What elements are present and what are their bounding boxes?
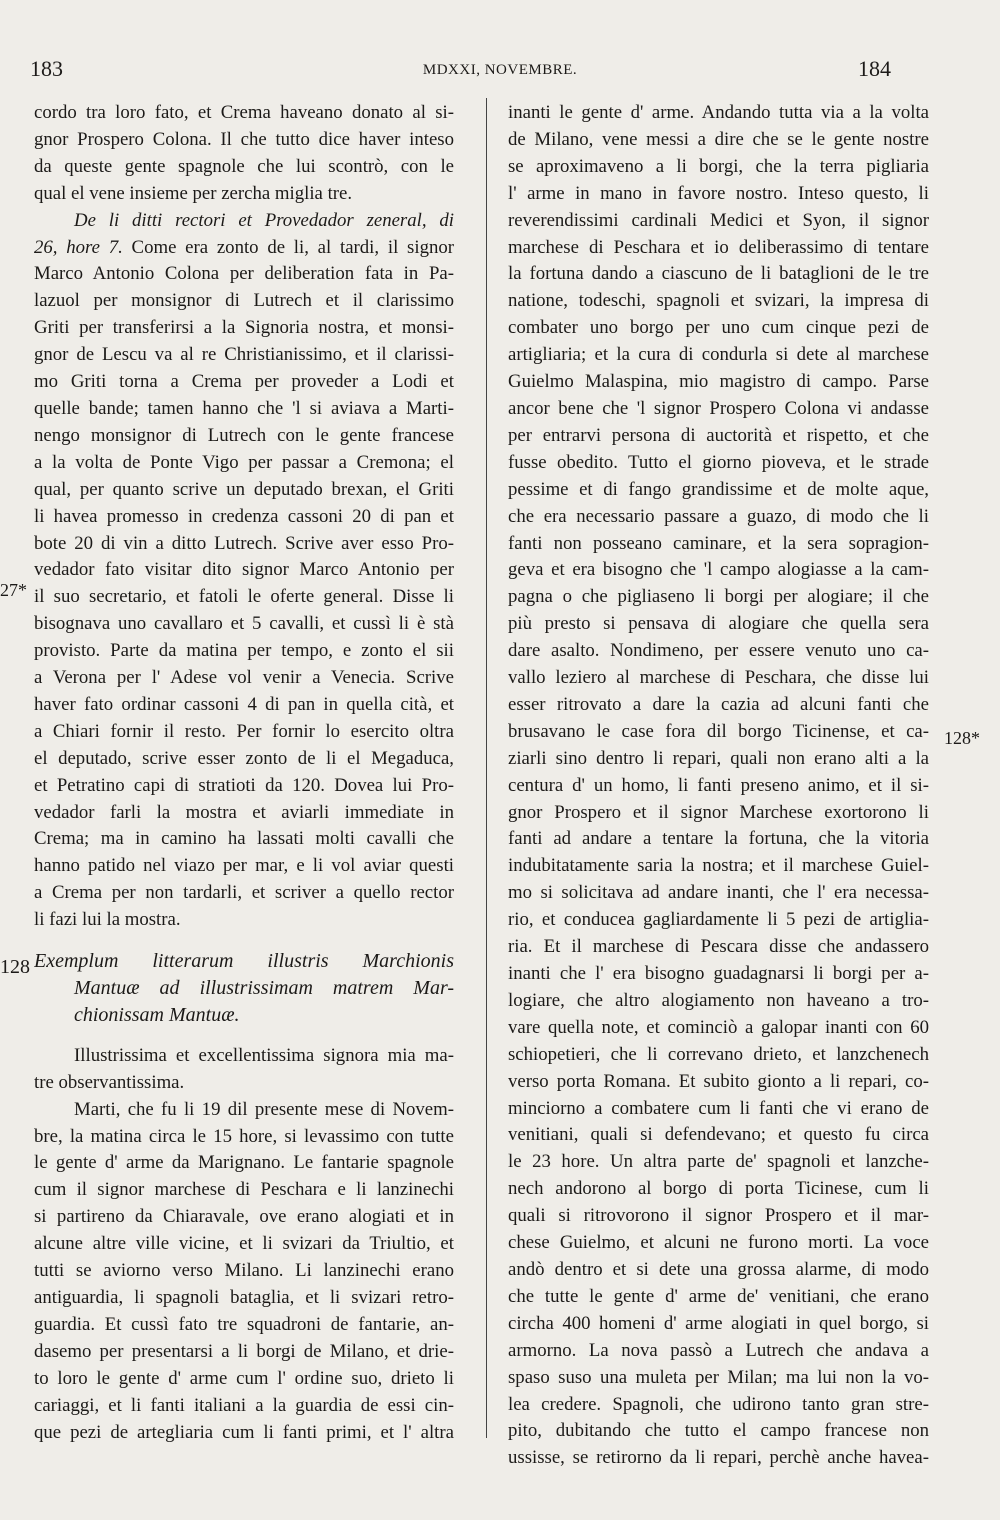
text-line: antiguardia, li spagnoli bataglia, et li svizari retro-: [34, 1286, 454, 1308]
text-line: li fazi lui la mostra.: [34, 909, 181, 931]
text-line: et Petratino capi di stratioti da 120. Dovea lui Pro-: [34, 774, 454, 796]
text-line: provisto. Parte da matina per tempo, e zonto el sii: [34, 640, 454, 662]
text-line: cariaggi, et li fanti italiani a la guardia de essi cin-: [34, 1394, 454, 1416]
text-line: to loro le gente d' arme cum l' ordine suo, drieto li: [34, 1367, 454, 1389]
text-line: rio, et conducea gagliardamente li 5 pezi de artiglia-: [508, 909, 929, 931]
salutation-line: Illustrissima et excellentissima signora mia ma-: [74, 1044, 454, 1066]
text-line: andò dentro et si dete una grossa alarme, di modo: [508, 1258, 929, 1280]
text-line: Griti per transferirsi a la Signoria nostra, et monsi-: [34, 317, 454, 339]
text-line: Marti, che fu li 19 dil presente mese di Novem-: [74, 1098, 454, 1120]
text-line: si partireno da Chiaravale, ove erano alogiati et in: [34, 1206, 454, 1228]
text-line: pagna o che pigliaseno li borgi per alogiare; il che: [508, 586, 929, 608]
text-line: bre, la matina circa le 15 hore, si levassimo con tutte: [34, 1125, 454, 1147]
text-line: ziarli sino dentro li repari, quali non erano alti a la: [508, 747, 929, 769]
text-line: a Crema per non tardarli, et scriver a quello rector: [34, 882, 454, 904]
text-line: più presto si pensava di alogiare che quella sera: [508, 613, 929, 635]
text-line: pessime et di fango grandissime et de molte aque,: [508, 478, 929, 500]
text-line: alcune altre ville vicine, et li svizari da Triultio, et: [34, 1233, 454, 1255]
text-line: gnor de Lescu va al re Christianissimo, et il clarissi-: [34, 344, 454, 366]
text-line: que pezi de artegliaria cum li fanti primi, et l' altra: [34, 1421, 454, 1443]
text-line: nech andorono al borgo di porta Ticinese, cum li: [508, 1178, 929, 1200]
text-line: 26, hore 7. Come era zonto de li, al tardi, il signor: [34, 236, 454, 258]
text-line: lea credere. Spagnoli, che udirono tanto gran stre-: [508, 1393, 929, 1415]
text-line: el deputado, scrive esser zonto de li el Megaduca,: [34, 747, 454, 769]
text-line: cordo tra loro fato, et Crema haveano donato al si-: [34, 102, 454, 123]
margin-note-27: 27*: [0, 580, 27, 600]
text-line: pito, dubitando che tutto el campo francese non: [508, 1420, 929, 1442]
text-line: se aproximaveno a li borgi, che la terra pigliaria: [508, 155, 929, 177]
letter-heading: Exemplum litterarum illustris Marchionis: [34, 950, 454, 973]
text-line: nengo monsignor di Lutrech con le gente francese: [34, 424, 454, 446]
text-line: fusse obedito. Tutto el giorno pioveva, et le strade: [508, 451, 929, 473]
text-line: guardia. Et cussì fato tre squadroni de fantarie, an-: [34, 1313, 454, 1335]
left-column: [34, 100, 454, 1446]
text-line: qual, per quanto scrive un deputado brexan, el Griti: [34, 478, 454, 500]
text-line: gnor Prospero et il signor Marchese exortorono li: [508, 801, 929, 823]
text-line: qual el vene insieme per zercha miglia tre.: [34, 182, 353, 204]
text-line: Guielmo Malaspina, mio magistro di campo. Parse: [508, 371, 929, 393]
text-line: a la volta de Ponte Vigo per passar a Cremona; el: [34, 451, 454, 473]
text-line: le gente d' arme da Marignano. Le fantarie spagnole: [34, 1152, 454, 1174]
text-line: ancor bene che 'l signor Prospero Colona vi andasse: [508, 397, 929, 419]
text-line: dasemo per presentarsi a li borgi de Milano, et drie-: [34, 1340, 454, 1362]
text-line: haver fato ordinar cassoni 4 di pan in quella cità, et: [34, 693, 454, 715]
text-line: mo si solicitava ad andare inanti, che l' era necessa-: [508, 882, 929, 904]
text-line: inanti che l' era bisogno guadagnarsi li borgi per a-: [508, 963, 929, 984]
text-line: mo Griti torna a Crema per proveder a Lodi et: [34, 371, 454, 393]
text-line: inanti le gente d' arme. Andando tutta via a la volta: [508, 102, 929, 123]
letter-heading: Mantuæ ad illustrissimam matrem Mar-: [74, 977, 454, 999]
salutation-line: tre observantissima.: [34, 1071, 185, 1093]
text-line: bote 20 di vin a ditto Lutrech. Scrive aver esso Pro-: [34, 532, 454, 554]
text-line: chese Guielmo, et alcuni ne furono morti. La voce: [508, 1232, 929, 1254]
text-line: per entrarvi persona di auctorità et rispetto, et che: [508, 424, 929, 446]
letter-heading: chionissam Mantuæ.: [74, 1003, 240, 1026]
text-line: da queste gente spagnole che lui scontrò, con le: [34, 155, 454, 177]
text-line: a Verona per l' Adese vol venir a Venecia. Scrive: [34, 667, 454, 689]
text-line: logiare, che altro alogiamento non haveano a tro-: [508, 989, 929, 1011]
section-heading-date: 26, hore 7.: [34, 236, 123, 258]
margin-note-128-right: 128*: [944, 728, 980, 748]
text-line: hanno patido nel viazo per mar, e li vol aviar questi: [34, 855, 454, 877]
text-line: l' arme in mano in favore nostro. Inteso questo, li: [508, 182, 929, 204]
text-line: armorno. La nova passò a Lutrech che andava a: [508, 1339, 929, 1361]
text-line: geva et era bisogno che 'l campo alogiasse a la cam-: [508, 559, 929, 581]
text-line: centura d' un homo, li fanti preseno animo, et il si-: [508, 774, 929, 796]
text-line: lazuol per monsignor di Lutrech et il clarissimo: [34, 290, 454, 312]
text-line: gnor Prospero Colona. Il che tutto dice haver inteso: [34, 128, 454, 150]
text-line: schiopetieri, che li correvano drieto, et lanzchenech: [508, 1043, 929, 1065]
text-line: la fortuna dando a ciascuno de li bataglioni de le tre: [508, 263, 929, 285]
margin-note-128: 128: [0, 956, 30, 978]
text-line: ussisse, se retirorno da li repari, perchè anche havea-: [508, 1447, 929, 1469]
running-title: MDXXI, NOVEMBRE.: [422, 62, 578, 78]
text-line: ria. Et il marchese di Pescara disse che andassero: [508, 936, 929, 958]
text-line: fanti ad andare a tentare la fortuna, che la vitoria: [508, 828, 929, 850]
page-number-right: 184: [858, 56, 891, 81]
text-line: vallo leziero al marchese di Peschara, che disse lui: [508, 667, 929, 689]
text-line: vedador fato visitar dito signor Marco Antonio per: [34, 559, 454, 581]
section-heading: De li ditti rectori et Provedador zeneral, di: [74, 209, 454, 231]
text-line: spaso suso una muleta per Milan; ma lui non la vo-: [508, 1366, 929, 1388]
text-line: reverendissimi cardinali Medici et Syon, il signor: [508, 209, 929, 231]
right-column: [508, 100, 929, 1472]
text-line: venitiani, quali si defendevano; et questo fu circa: [508, 1124, 929, 1146]
text-line: Marco Antonio Colona per deliberation fata in Pa-: [34, 263, 454, 285]
text-line: vare quella note, et cominciò a galopar inanti con 60: [508, 1016, 929, 1038]
text-line: tutti se aviorno verso Milano. Li lanzinechi erano: [34, 1260, 454, 1282]
page-number-left: 183: [30, 56, 63, 81]
text-line: indubitatamente saria la nostra; et il marchese Guiel-: [508, 855, 929, 877]
text-line: il suo secretario, et fatoli le oferte general. Disse li: [34, 586, 454, 608]
text-line: natione, todeschi, spagnoli et svizari, la impresa di: [508, 290, 929, 312]
column-divider: [486, 98, 487, 1438]
text-line: esser ritrovato a dare la cazia ad alcuni fanti che: [508, 693, 929, 715]
text-line: brusavano le case fora dil borgo Ticinense, et ca-: [508, 720, 929, 742]
text-line: dare asalto. Nondimeno, per essere venuto uno ca-: [508, 640, 929, 662]
text-line: li havea promesso in credenza cassoni 20 di pan et: [34, 505, 454, 527]
text-line: che era necessario passare a guazo, di modo che li: [508, 505, 929, 527]
text-line: bisognava uno cavallaro et 5 cavalli, et cussì li è stà: [34, 613, 454, 635]
text-line: combater uno borgo per uno cum cinque pezi de: [508, 317, 929, 339]
text-line: cum il signor marchese di Peschara e li lanzinechi: [34, 1179, 454, 1201]
text-line: de Milano, vene messi a dire che se le gente nostre: [508, 128, 929, 150]
text-line: fanti non posseano caminare, et la sera sopragion-: [508, 532, 929, 554]
text-line: artigliaria; et la cura di condurla si dete al marchese: [508, 344, 929, 366]
text-line: Crema; ma in camino ha lassati molti cavalli che: [34, 828, 454, 850]
text-line: che tutte le gente d' arme de' venitiani, che erano: [508, 1285, 929, 1307]
text-line: a Chiari fornir il resto. Per fornir lo esercito oltra: [34, 720, 454, 742]
text-line: verso porta Romana. Et subito gionto a li repari, co-: [508, 1070, 929, 1092]
text-line: minciorno a combatere cum li fanti che vi erano de: [508, 1097, 929, 1119]
text-line: quelle bande; tamen hanno che 'l si aviava a Marti-: [34, 397, 454, 419]
text-line: vedador farli la mostra et aviarli immediate in: [34, 801, 454, 823]
text-line: quali si ritrovorono il signor Prospero et il mar-: [508, 1205, 929, 1227]
text-line: marchese di Peschara et io deliberassimo di tentare: [508, 236, 929, 258]
text-line: circha 400 homeni d' arme alogiati in quel borgo, si: [508, 1312, 929, 1334]
text-line: le 23 hore. Un altra parte de' spagnoli et lanzche-: [508, 1151, 929, 1173]
